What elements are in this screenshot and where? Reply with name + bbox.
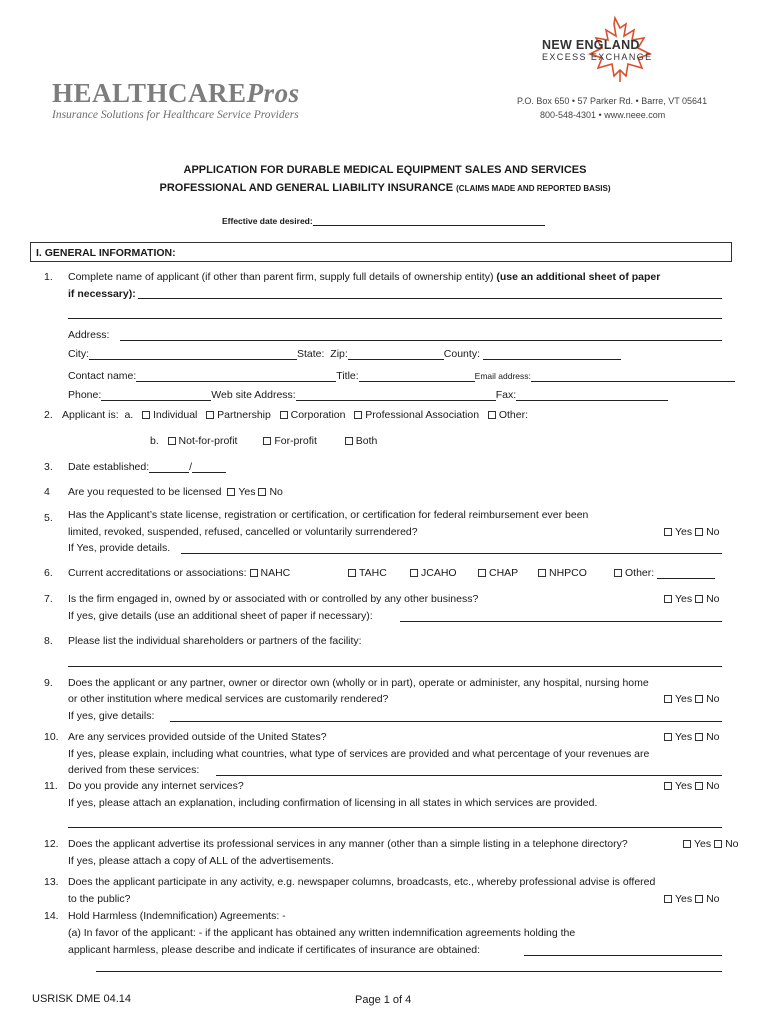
q10-line3: derived from these services: <box>68 764 200 776</box>
email-label: Email address: <box>474 371 531 381</box>
opt-other: Other: <box>498 409 529 421</box>
checkbox-jcaho[interactable] <box>410 569 418 577</box>
ne-name-line2: EXCESS EXCHANGE <box>542 52 653 62</box>
checkbox-corporation[interactable] <box>280 411 288 419</box>
phone-field[interactable] <box>101 390 211 401</box>
opt-tahc: TAHC <box>359 567 387 579</box>
q2-label: Applicant is: <box>62 409 119 421</box>
opt-accred-other: Other: <box>625 567 655 579</box>
fax-label: Fax: <box>495 389 517 401</box>
checkbox-chap[interactable] <box>478 569 486 577</box>
q3-number: 3. <box>44 461 53 473</box>
logo-main-text: HEALTHCARE <box>52 78 247 108</box>
q11-yes-checkbox[interactable] <box>664 782 672 790</box>
city-row <box>68 348 621 360</box>
q13-yes: Yes <box>675 893 693 905</box>
accred-other-field[interactable] <box>657 568 715 579</box>
checkbox-tahc[interactable] <box>348 569 356 577</box>
q5-line3: If Yes, provide details. <box>68 542 171 554</box>
ne-address: P.O. Box 650 • 57 Parker Rd. • Barre, VT 05641 <box>517 96 708 106</box>
contact-field[interactable] <box>136 371 336 382</box>
q11-no: No <box>706 780 720 792</box>
contact-row <box>68 370 735 382</box>
zip-label: Zip: <box>330 348 348 360</box>
q3-slash: / <box>189 461 193 473</box>
q7-line2: If yes, give details (use an additional sheet of paper if necessary): <box>68 610 373 622</box>
q9-line3: If yes, give details: <box>68 710 155 722</box>
q13-number: 13. <box>44 876 59 888</box>
healthcarepros-logo <box>52 78 300 121</box>
q12-no: No <box>725 838 739 850</box>
q4-number: 4 <box>44 486 50 498</box>
opt-nahc: NAHC <box>260 567 291 579</box>
q4-text: Are you requested to be licensed <box>68 486 222 498</box>
q5-no-checkbox[interactable] <box>695 528 703 536</box>
opt-individual: Individual <box>153 409 198 421</box>
q6-other-group <box>614 567 715 579</box>
q4-row <box>68 486 283 498</box>
q6-chap-group <box>478 567 518 579</box>
checkbox-professional-association[interactable] <box>354 411 362 419</box>
applicant-name-field[interactable] <box>138 298 722 299</box>
q7-number: 7. <box>44 593 53 605</box>
q10-no-checkbox[interactable] <box>695 733 703 741</box>
q7-yn <box>664 593 720 605</box>
q5-yes-checkbox[interactable] <box>664 528 672 536</box>
effective-date-field[interactable] <box>313 215 545 226</box>
q9-line2: or other institution where medical services are customarily rendered? <box>68 693 389 705</box>
address-label: Address: <box>68 329 110 341</box>
q6-tahc-group <box>348 567 387 579</box>
opt-nhpco: NHPCO <box>549 567 587 579</box>
q2-row-a <box>62 409 528 421</box>
q7-line1: Is the firm engaged in, owned by or associated with or controlled by any other business? <box>68 593 479 605</box>
city-field[interactable] <box>89 349 297 360</box>
q9-number: 9. <box>44 677 53 689</box>
q12-line1: Does the applicant advertise its professional services in any manner (other than a simple listing in a telephone directory? <box>68 838 628 850</box>
q5-number: 5. <box>44 512 53 524</box>
q4-no-checkbox[interactable] <box>258 488 266 496</box>
q7-details-field[interactable] <box>400 621 722 622</box>
q12-yes: Yes <box>694 838 712 850</box>
q1-bold: (use an additional sheet of paper <box>496 271 661 283</box>
form-title-line2 <box>0 182 770 194</box>
checkbox-individual[interactable] <box>142 411 150 419</box>
q13-no-checkbox[interactable] <box>695 895 703 903</box>
title-field[interactable] <box>359 371 475 382</box>
opt-partnership: Partnership <box>217 409 271 421</box>
q9-yn <box>664 693 720 705</box>
q12-yes-checkbox[interactable] <box>683 840 691 848</box>
checkbox-not-for-profit[interactable] <box>168 437 176 445</box>
zip-field[interactable] <box>348 349 444 360</box>
q10-line1: Are any services provided outside of the United States? <box>68 731 327 743</box>
q8-text: Please list the individual shareholders or partners of the facility: <box>68 635 362 647</box>
city-label: City: <box>68 348 89 360</box>
q10-yn <box>664 731 720 743</box>
q10-yes-checkbox[interactable] <box>664 733 672 741</box>
q2-b: b. <box>150 435 159 447</box>
q11-yes: Yes <box>675 780 693 792</box>
state-label: State: <box>297 348 325 360</box>
website-field[interactable] <box>296 390 496 401</box>
q1-text <box>68 271 660 283</box>
q13-line1: Does the applicant participate in any activity, e.g. newspaper columns, broadcasts, etc., whereby professional advise is offered <box>68 876 656 888</box>
q10-yes: Yes <box>675 731 693 743</box>
q5-yes: Yes <box>675 526 693 538</box>
opt-professional-association: Professional Association <box>365 409 480 421</box>
q6-text: Current accreditations or associations: <box>68 567 247 579</box>
q9-yes-checkbox[interactable] <box>664 695 672 703</box>
q7-yes: Yes <box>675 593 693 605</box>
q11-line1: Do you provide any internet services? <box>68 780 244 792</box>
checkbox-accred-other[interactable] <box>614 569 622 577</box>
q5-details-field[interactable] <box>181 553 722 554</box>
q5-line2: limited, revoked, suspended, refused, cancelled or voluntarily surrendered? <box>68 526 418 538</box>
q6-jcaho-group <box>410 567 457 579</box>
ne-name-line1: NEW ENGLAND <box>542 38 640 52</box>
q11-line2: If yes, please attach an explanation, including confirmation of licensing in all states in which services are provided. <box>68 797 598 809</box>
q4-no: No <box>269 486 283 498</box>
opt-corporation: Corporation <box>290 409 346 421</box>
q1-main: Complete name of applicant (if other than parent firm, supply full details of ownership entity) <box>68 271 494 283</box>
form-title-basis: (CLAIMS MADE AND REPORTED BASIS) <box>456 184 611 193</box>
q11-yn <box>664 780 720 792</box>
website-label: Web site Address: <box>211 389 296 401</box>
footer-form-code: USRISK DME 04.14 <box>32 993 132 1005</box>
date-year-field[interactable] <box>192 462 226 473</box>
q4-yes: Yes <box>238 486 256 498</box>
logo-italic-text: Pros <box>246 78 300 108</box>
logo-tagline: Insurance Solutions for Healthcare Service Providers <box>52 109 299 121</box>
address-field[interactable] <box>120 340 722 341</box>
fax-field[interactable] <box>516 390 668 401</box>
q2-row-b <box>150 435 377 447</box>
q14-line1: Hold Harmless (Indemnification) Agreements: - <box>68 910 286 922</box>
checkbox-partnership[interactable] <box>206 411 214 419</box>
date-month-field[interactable] <box>149 462 189 473</box>
q9-no-checkbox[interactable] <box>695 695 703 703</box>
q14-number: 14. <box>44 910 59 922</box>
q3-row <box>68 461 226 473</box>
q8-number: 8. <box>44 635 53 647</box>
q5-yn <box>664 526 720 538</box>
opt-both: Both <box>355 435 378 447</box>
q10-number: 10. <box>44 731 59 743</box>
q14-line2: (a) In favor of the applicant: - if the applicant has obtained any written indemnification agreements holding the <box>68 927 576 939</box>
checkbox-nahc[interactable] <box>250 569 258 577</box>
contact-label: Contact name: <box>68 370 137 382</box>
q13-yes-checkbox[interactable] <box>664 895 672 903</box>
checkbox-nhpco[interactable] <box>538 569 546 577</box>
q9-yes: Yes <box>675 693 693 705</box>
q4-yes-checkbox[interactable] <box>227 488 235 496</box>
q1-number: 1. <box>44 271 53 283</box>
q10-details-field[interactable] <box>216 775 722 776</box>
q11-field[interactable] <box>68 827 722 828</box>
q3-text: Date established: <box>68 461 150 473</box>
q10-no: No <box>706 731 720 743</box>
q9-no: No <box>706 693 720 705</box>
opt-for-profit: For-profit <box>274 435 317 447</box>
q5-no: No <box>706 526 720 538</box>
checkbox-other[interactable] <box>488 411 496 419</box>
phone-label: Phone: <box>68 389 102 401</box>
q12-line2: If yes, please attach a copy of ALL of the advertisements. <box>68 855 334 867</box>
q6-label-row <box>68 567 290 579</box>
effective-date-row <box>222 215 545 226</box>
opt-jcaho: JCAHO <box>421 567 457 579</box>
q6-number: 6. <box>44 567 53 579</box>
q11-no-checkbox[interactable] <box>695 782 703 790</box>
county-field[interactable] <box>483 349 621 360</box>
phone-row <box>68 389 668 401</box>
q14-line3: applicant harmless, please describe and indicate if certificates of insurance are obtained: <box>68 944 481 956</box>
q8-field[interactable] <box>68 666 722 667</box>
ne-phone: 800-548-4301 • www.neee.com <box>540 110 666 120</box>
q1-bold2: if necessary): <box>68 288 136 300</box>
form-title-line1: APPLICATION FOR DURABLE MEDICAL EQUIPMENT SALES AND SERVICES <box>183 164 587 176</box>
q11-number: 11. <box>44 780 58 792</box>
q13-line2: to the public? <box>68 893 131 905</box>
q12-number: 12. <box>44 838 59 850</box>
county-label: County: <box>443 348 480 360</box>
q9-details-field[interactable] <box>170 721 722 722</box>
effective-date-label: Effective date desired: <box>222 216 313 226</box>
applicant-name-field-2[interactable] <box>68 318 722 319</box>
checkbox-both[interactable] <box>345 437 353 445</box>
title-label: Title: <box>336 370 359 382</box>
opt-chap: CHAP <box>489 567 519 579</box>
footer-page-number: Page 1 of 4 <box>355 994 412 1006</box>
q6-nhpco-group <box>538 567 587 579</box>
form-title-line2-text: PROFESSIONAL AND GENERAL LIABILITY INSURANCE <box>159 182 454 194</box>
q2-number: 2. <box>44 409 53 421</box>
q13-no: No <box>706 893 720 905</box>
q5-line1: Has the Applicant’s state license, registration or certification, or certification for federal reimbursement ever been <box>68 509 589 521</box>
q14-field-2[interactable] <box>96 971 722 972</box>
q7-yes-checkbox[interactable] <box>664 595 672 603</box>
q14-details-field[interactable] <box>524 955 722 956</box>
q13-yn <box>664 893 720 905</box>
q7-no-checkbox[interactable] <box>695 595 703 603</box>
q9-line1: Does the applicant or any partner, owner or director own (wholly or in part), operate or administer, any hospital, nursing home <box>68 677 649 689</box>
q12-no-checkbox[interactable] <box>714 840 722 848</box>
q2-a: a. <box>124 409 134 421</box>
checkbox-for-profit[interactable] <box>263 437 271 445</box>
email-field[interactable] <box>531 371 735 382</box>
q7-no: No <box>706 593 720 605</box>
q10-line2: If yes, please explain, including what countries, what type of services are provided and what percentage of your revenues are <box>68 748 650 760</box>
opt-not-for-profit: Not-for-profit <box>178 435 238 447</box>
q12-yn <box>683 838 739 850</box>
section-title: I. GENERAL INFORMATION: <box>36 247 176 259</box>
